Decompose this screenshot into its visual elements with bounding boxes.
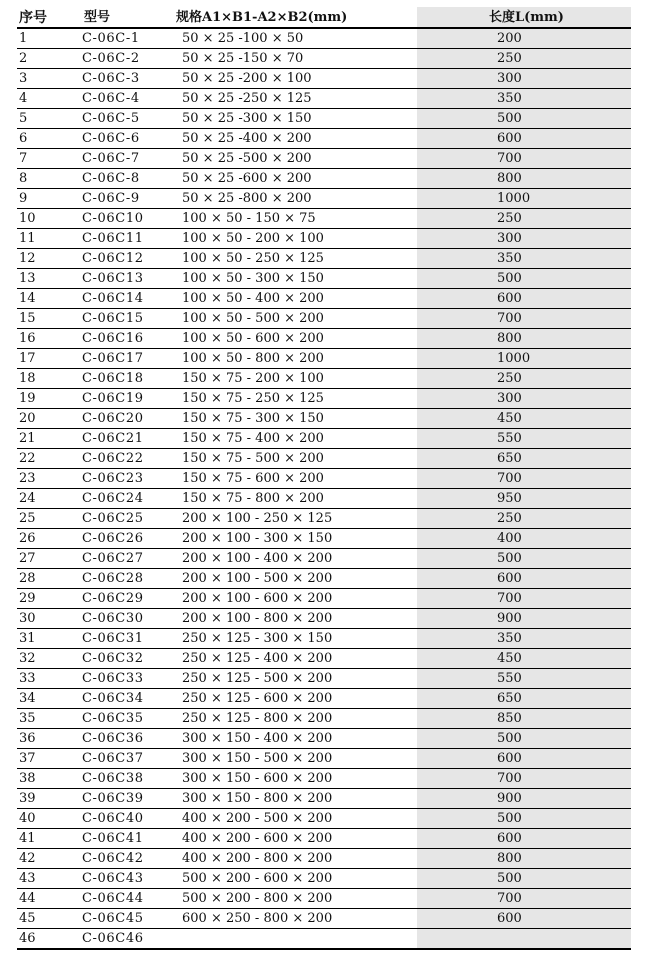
cell-length: 950 [417, 489, 631, 509]
header-model: 型号 [70, 7, 166, 28]
cell-model: C-06C12 [70, 249, 166, 269]
cell-spec: 50 × 25 -100 × 50 [166, 28, 417, 49]
cell-length: 500 [417, 269, 631, 289]
cell-model: C-06C-2 [70, 49, 166, 69]
cell-model: C-06C16 [70, 329, 166, 349]
cell-model: C-06C41 [70, 829, 166, 849]
cell-spec: 200 × 100 - 250 × 125 [166, 509, 417, 529]
cell-model: C-06C46 [70, 929, 166, 950]
cell-length: 600 [417, 829, 631, 849]
cell-spec: 100 × 50 - 150 × 75 [166, 209, 417, 229]
cell-index: 11 [17, 229, 70, 249]
header-spec: 规格A1×B1-A2×B2(mm) [166, 7, 417, 28]
table-row [17, 209, 631, 229]
cell-spec: 150 × 75 - 400 × 200 [166, 429, 417, 449]
cell-index: 25 [17, 509, 70, 529]
table-row [17, 509, 631, 529]
cell-index: 34 [17, 689, 70, 709]
table-header [17, 7, 631, 28]
cell-index: 41 [17, 829, 70, 849]
cell-length: 250 [417, 509, 631, 529]
cell-spec: 300 × 150 - 800 × 200 [166, 789, 417, 809]
table-row [17, 169, 631, 189]
cell-spec: 200 × 100 - 800 × 200 [166, 609, 417, 629]
cell-index: 38 [17, 769, 70, 789]
cell-length: 800 [417, 169, 631, 189]
cell-index: 7 [17, 149, 70, 169]
cell-spec: 50 × 25 -600 × 200 [166, 169, 417, 189]
table-row [17, 229, 631, 249]
cell-spec: 50 × 25 -150 × 70 [166, 49, 417, 69]
table-row [17, 849, 631, 869]
cell-length: 350 [417, 89, 631, 109]
table-row [17, 689, 631, 709]
table-row [17, 28, 631, 49]
table-body [17, 28, 631, 949]
table-row [17, 329, 631, 349]
cell-length: 650 [417, 449, 631, 469]
cell-model: C-06C10 [70, 209, 166, 229]
table-row [17, 449, 631, 469]
table-row [17, 809, 631, 829]
cell-length [417, 929, 631, 950]
cell-spec: 200 × 100 - 300 × 150 [166, 529, 417, 549]
cell-index: 3 [17, 69, 70, 89]
cell-model: C-06C22 [70, 449, 166, 469]
cell-index: 30 [17, 609, 70, 629]
cell-model: C-06C21 [70, 429, 166, 449]
cell-spec: 400 × 200 - 600 × 200 [166, 829, 417, 849]
cell-model: C-06C31 [70, 629, 166, 649]
cell-index: 10 [17, 209, 70, 229]
cell-index: 20 [17, 409, 70, 429]
cell-length: 700 [417, 889, 631, 909]
cell-spec: 200 × 100 - 600 × 200 [166, 589, 417, 609]
cell-model: C-06C43 [70, 869, 166, 889]
cell-length: 900 [417, 609, 631, 629]
cell-spec: 100 × 50 - 500 × 200 [166, 309, 417, 329]
cell-length: 700 [417, 769, 631, 789]
cell-length: 250 [417, 369, 631, 389]
cell-spec: 300 × 150 - 400 × 200 [166, 729, 417, 749]
cell-length: 850 [417, 709, 631, 729]
table-row [17, 909, 631, 929]
cell-model: C-06C36 [70, 729, 166, 749]
cell-length: 250 [417, 49, 631, 69]
cell-length: 500 [417, 549, 631, 569]
table-row [17, 769, 631, 789]
cell-length: 900 [417, 789, 631, 809]
cell-index: 44 [17, 889, 70, 909]
cell-index: 27 [17, 549, 70, 569]
cell-model: C-06C42 [70, 849, 166, 869]
cell-spec: 250 × 125 - 300 × 150 [166, 629, 417, 649]
table-row [17, 609, 631, 629]
cell-index: 22 [17, 449, 70, 469]
table-row [17, 69, 631, 89]
cell-spec: 150 × 75 - 200 × 100 [166, 369, 417, 389]
cell-index: 40 [17, 809, 70, 829]
cell-length: 700 [417, 589, 631, 609]
cell-spec: 200 × 100 - 400 × 200 [166, 549, 417, 569]
cell-index: 16 [17, 329, 70, 349]
cell-length: 500 [417, 729, 631, 749]
cell-index: 6 [17, 129, 70, 149]
cell-index: 36 [17, 729, 70, 749]
cell-spec: 150 × 75 - 250 × 125 [166, 389, 417, 409]
cell-length: 600 [417, 289, 631, 309]
table-row [17, 889, 631, 909]
cell-spec: 100 × 50 - 400 × 200 [166, 289, 417, 309]
cell-index: 8 [17, 169, 70, 189]
cell-length: 1000 [417, 349, 631, 369]
table-row [17, 309, 631, 329]
cell-index: 28 [17, 569, 70, 589]
cell-spec: 500 × 200 - 600 × 200 [166, 869, 417, 889]
cell-index: 15 [17, 309, 70, 329]
cell-model: C-06C20 [70, 409, 166, 429]
table-row [17, 829, 631, 849]
cell-index: 42 [17, 849, 70, 869]
spec-table [17, 7, 631, 950]
cell-model: C-06C14 [70, 289, 166, 309]
cell-model: C-06C-1 [70, 28, 166, 49]
cell-model: C-06C32 [70, 649, 166, 669]
cell-length: 550 [417, 669, 631, 689]
cell-model: C-06C-4 [70, 89, 166, 109]
table-row [17, 289, 631, 309]
cell-spec: 250 × 125 - 500 × 200 [166, 669, 417, 689]
header-length: 长度L(mm) [417, 7, 631, 28]
cell-length: 300 [417, 229, 631, 249]
cell-length: 550 [417, 429, 631, 449]
cell-model: C-06C29 [70, 589, 166, 609]
table-row [17, 429, 631, 449]
cell-model: C-06C-3 [70, 69, 166, 89]
table-row [17, 669, 631, 689]
cell-index: 12 [17, 249, 70, 269]
cell-spec: 500 × 200 - 800 × 200 [166, 889, 417, 909]
cell-model: C-06C17 [70, 349, 166, 369]
cell-length: 200 [417, 28, 631, 49]
cell-length: 650 [417, 689, 631, 709]
cell-length: 350 [417, 249, 631, 269]
cell-spec: 400 × 200 - 800 × 200 [166, 849, 417, 869]
cell-length: 500 [417, 809, 631, 829]
table-row [17, 409, 631, 429]
cell-spec: 100 × 50 - 600 × 200 [166, 329, 417, 349]
cell-spec: 50 × 25 -300 × 150 [166, 109, 417, 129]
cell-model: C-06C24 [70, 489, 166, 509]
cell-index: 33 [17, 669, 70, 689]
cell-spec: 100 × 50 - 800 × 200 [166, 349, 417, 369]
header-index: 序号 [17, 7, 70, 28]
cell-spec: 400 × 200 - 500 × 200 [166, 809, 417, 829]
table-row [17, 349, 631, 369]
cell-model: C-06C35 [70, 709, 166, 729]
table-row [17, 789, 631, 809]
cell-length: 600 [417, 129, 631, 149]
cell-spec: 100 × 50 - 300 × 150 [166, 269, 417, 289]
cell-spec: 50 × 25 -400 × 200 [166, 129, 417, 149]
cell-spec: 200 × 100 - 500 × 200 [166, 569, 417, 589]
cell-spec: 50 × 25 -250 × 125 [166, 89, 417, 109]
cell-model: C-06C26 [70, 529, 166, 549]
cell-index: 37 [17, 749, 70, 769]
cell-index: 1 [17, 28, 70, 49]
cell-spec: 50 × 25 -500 × 200 [166, 149, 417, 169]
cell-spec: 150 × 75 - 500 × 200 [166, 449, 417, 469]
cell-spec: 300 × 150 - 600 × 200 [166, 769, 417, 789]
cell-index: 26 [17, 529, 70, 549]
cell-length: 600 [417, 909, 631, 929]
table-row [17, 649, 631, 669]
table-row [17, 489, 631, 509]
cell-index: 19 [17, 389, 70, 409]
cell-index: 5 [17, 109, 70, 129]
cell-model: C-06C33 [70, 669, 166, 689]
cell-model: C-06C44 [70, 889, 166, 909]
cell-spec: 150 × 75 - 800 × 200 [166, 489, 417, 509]
table-row [17, 269, 631, 289]
cell-spec: 250 × 125 - 600 × 200 [166, 689, 417, 709]
cell-model: C-06C25 [70, 509, 166, 529]
cell-spec: 600 × 250 - 800 × 200 [166, 909, 417, 929]
cell-length: 800 [417, 849, 631, 869]
cell-model: C-06C-7 [70, 149, 166, 169]
table-row [17, 49, 631, 69]
cell-index: 29 [17, 589, 70, 609]
cell-index: 4 [17, 89, 70, 109]
table-row [17, 629, 631, 649]
table-row [17, 249, 631, 269]
cell-length: 600 [417, 569, 631, 589]
cell-model: C-06C39 [70, 789, 166, 809]
cell-length: 700 [417, 309, 631, 329]
cell-index: 13 [17, 269, 70, 289]
cell-model: C-06C13 [70, 269, 166, 289]
cell-length: 300 [417, 389, 631, 409]
cell-index: 31 [17, 629, 70, 649]
cell-length: 600 [417, 749, 631, 769]
cell-index: 24 [17, 489, 70, 509]
table-row [17, 469, 631, 489]
cell-spec: 150 × 75 - 300 × 150 [166, 409, 417, 429]
cell-model: C-06C28 [70, 569, 166, 589]
cell-model: C-06C19 [70, 389, 166, 409]
table-row [17, 589, 631, 609]
cell-index: 45 [17, 909, 70, 929]
cell-spec: 50 × 25 -800 × 200 [166, 189, 417, 209]
table-row [17, 109, 631, 129]
cell-index: 43 [17, 869, 70, 889]
cell-spec: 50 × 25 -200 × 100 [166, 69, 417, 89]
cell-model: C-06C38 [70, 769, 166, 789]
cell-index: 46 [17, 929, 70, 950]
table-row [17, 389, 631, 409]
table-row [17, 709, 631, 729]
cell-spec: 250 × 125 - 400 × 200 [166, 649, 417, 669]
table-row [17, 549, 631, 569]
cell-length: 800 [417, 329, 631, 349]
cell-length: 700 [417, 469, 631, 489]
table-row [17, 529, 631, 549]
cell-model: C-06C-6 [70, 129, 166, 149]
cell-index: 32 [17, 649, 70, 669]
table-row [17, 729, 631, 749]
cell-model: C-06C45 [70, 909, 166, 929]
cell-model: C-06C23 [70, 469, 166, 489]
cell-model: C-06C-8 [70, 169, 166, 189]
cell-length: 400 [417, 529, 631, 549]
cell-index: 23 [17, 469, 70, 489]
cell-model: C-06C-5 [70, 109, 166, 129]
cell-index: 39 [17, 789, 70, 809]
cell-length: 450 [417, 649, 631, 669]
table-row [17, 129, 631, 149]
cell-length: 300 [417, 69, 631, 89]
table-row [17, 569, 631, 589]
cell-model: C-06C11 [70, 229, 166, 249]
cell-length: 350 [417, 629, 631, 649]
table-row [17, 89, 631, 109]
table-row [17, 869, 631, 889]
cell-model: C-06C40 [70, 809, 166, 829]
cell-index: 21 [17, 429, 70, 449]
cell-length: 700 [417, 149, 631, 169]
cell-spec [166, 929, 417, 950]
cell-length: 500 [417, 109, 631, 129]
cell-spec: 250 × 125 - 800 × 200 [166, 709, 417, 729]
cell-spec: 150 × 75 - 600 × 200 [166, 469, 417, 489]
table-row [17, 929, 631, 950]
cell-length: 1000 [417, 189, 631, 209]
table-row [17, 369, 631, 389]
cell-index: 9 [17, 189, 70, 209]
table-row [17, 189, 631, 209]
table-row [17, 749, 631, 769]
cell-index: 35 [17, 709, 70, 729]
cell-length: 500 [417, 869, 631, 889]
cell-model: C-06C30 [70, 609, 166, 629]
cell-spec: 100 × 50 - 200 × 100 [166, 229, 417, 249]
cell-model: C-06C27 [70, 549, 166, 569]
cell-length: 250 [417, 209, 631, 229]
cell-index: 14 [17, 289, 70, 309]
cell-model: C-06C18 [70, 369, 166, 389]
cell-model: C-06C34 [70, 689, 166, 709]
cell-index: 2 [17, 49, 70, 69]
cell-spec: 300 × 150 - 500 × 200 [166, 749, 417, 769]
cell-index: 18 [17, 369, 70, 389]
cell-model: C-06C15 [70, 309, 166, 329]
cell-model: C-06C-9 [70, 189, 166, 209]
cell-length: 450 [417, 409, 631, 429]
header-row [17, 7, 631, 28]
cell-index: 17 [17, 349, 70, 369]
table-row [17, 149, 631, 169]
cell-spec: 100 × 50 - 250 × 125 [166, 249, 417, 269]
cell-model: C-06C37 [70, 749, 166, 769]
